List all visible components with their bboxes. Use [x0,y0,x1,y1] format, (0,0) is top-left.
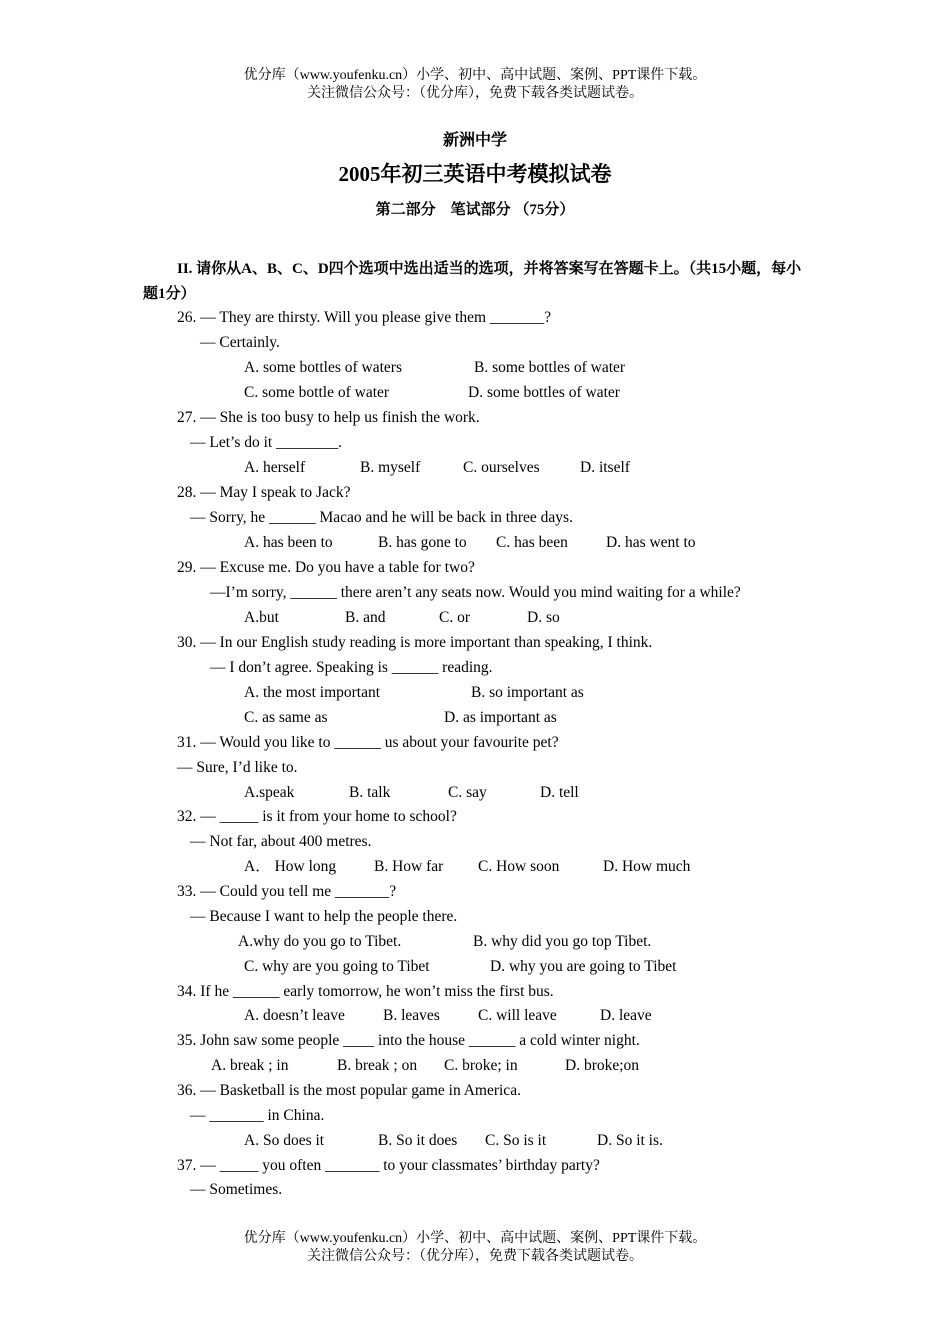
page-footer [0,1230,950,1266]
option-36-d: D. So it is. [597,1132,663,1149]
option-29-d: D. so [527,609,560,626]
response-36: — _______ in China. [190,1107,325,1124]
option-28-d: D. has went to [606,534,696,551]
question-31: 31. — Would you like to ______ us about your favourite pet? [177,734,559,751]
footer-line-2: 关注微信公众号：（优分库），免费下载各类试题试卷。 [307,1249,643,1264]
response-32: — Not far, about 400 metres. [190,833,372,850]
option-33-d: D. why you are going to Tibet [490,958,677,975]
page-header [0,67,950,103]
header-line-2: 关注微信公众号：（优分库），免费下载各类试题试卷。 [307,86,643,101]
section-instruction: II. 请你从A、B、C、D四个选项中选出适当的选项，并将答案写在答题卡上。（共15小题，每小题1分） [143,261,802,302]
option-29-b: B. and [345,609,386,626]
response-26: — Certainly. [200,334,280,351]
option-30-d: D. as important as [444,709,557,726]
option-26-b: B. some bottles of water [474,359,626,376]
section-title: 第二部分 笔试部分 （75分） [375,202,575,218]
option-26-d: D. some bottles of water [468,384,620,401]
question-29: 29. — Excuse me. Do you have a table for two? [177,559,475,576]
option-27-b: B. myself [360,459,421,476]
footer-line-1: 优分库（www.youfenku.cn）小学、初中、高中试题、案例、PPT课件下载。 [243,1231,707,1246]
option-32-b: B. How far [374,858,444,875]
school-name: 新洲中学 [442,132,507,149]
option-28-b: B. has gone to [378,534,467,551]
option-27-d: D. itself [580,459,630,476]
exam-title: 2005年初三英语中考模拟试卷 [338,162,612,186]
option-36-a: A. So does it [244,1132,325,1149]
option-31-c: C. say [448,784,487,801]
option-34-a: A. doesn’t leave [244,1007,345,1024]
response-33: — Because I want to help the people there. [190,908,458,925]
response-37: — Sometimes. [190,1181,283,1198]
option-33-b: B. why did you go top Tibet. [473,933,652,950]
question-26: 26. — They are thirsty. Will you please give them _______? [177,309,552,326]
option-29-a: A.but [244,609,279,626]
option-33-a: A.why do you go to Tibet. [238,933,402,950]
option-34-c: C. will leave [478,1007,557,1024]
question-37: 37. — _____ you often _______ to your classmates’ birthday party? [177,1157,600,1174]
option-36-b: B. So it does [378,1132,458,1149]
question-36: 36. — Basketball is the most popular game in America. [177,1082,521,1099]
response-27: — Let’s do it ________. [190,434,342,451]
option-30-b: B. so important as [471,684,584,701]
question-34: 34. If he ______ early tomorrow, he won’t miss the first bus. [177,983,554,1000]
option-34-b: B. leaves [383,1007,440,1024]
response-31: — Sure, I’d like to. [177,759,298,776]
option-31-a: A.speak [244,784,295,801]
option-35-a: A. break ; in [211,1057,289,1074]
option-30-c: C. as same as [244,709,328,726]
option-32-c: C. How soon [478,858,560,875]
option-26-c: C. some bottle of water [244,384,390,401]
option-31-d: D. tell [540,784,579,801]
option-27-a: A. herself [244,459,306,476]
option-35-b: B. break ; on [337,1057,418,1074]
option-28-c: C. has been [496,534,568,551]
question-32: 32. — _____ is it from your home to school? [177,808,457,825]
question-27: 27. — She is too busy to help us finish the work. [177,409,480,426]
option-36-c: C. So is it [485,1132,547,1149]
response-29: —I’m sorry, ______ there aren’t any seats now. Would you mind waiting for a while? [210,584,741,601]
option-28-a: A. has been to [244,534,333,551]
option-33-c: C. why are you going to Tibet [244,958,430,975]
question-30: 30. — In our English study reading is more important than speaking, I think. [177,634,653,651]
option-26-a: A. some bottles of waters [244,359,402,376]
option-34-d: D. leave [600,1007,652,1024]
response-28: — Sorry, he ______ Macao and he will be back in three days. [190,509,573,526]
option-27-c: C. ourselves [463,459,540,476]
option-29-c: C. or [439,609,470,626]
option-32-d: D. How much [603,858,691,875]
option-32-a: A． How long [244,858,337,875]
option-35-c: C. broke; in [444,1057,518,1074]
question-33: 33. — Could you tell me _______? [177,883,397,900]
header-line-1: 优分库（www.youfenku.cn）小学、初中、高中试题、案例、PPT课件下载。 [243,68,707,83]
option-35-d: D. broke;on [565,1057,640,1074]
option-31-b: B. talk [349,784,391,801]
question-28: 28. — May I speak to Jack? [177,484,351,501]
option-30-a: A. the most important [244,684,381,701]
response-30: — I don’t agree. Speaking is ______ reading. [210,659,493,676]
question-35: 35. John saw some people ____ into the house ______ a cold winter night. [177,1032,640,1049]
